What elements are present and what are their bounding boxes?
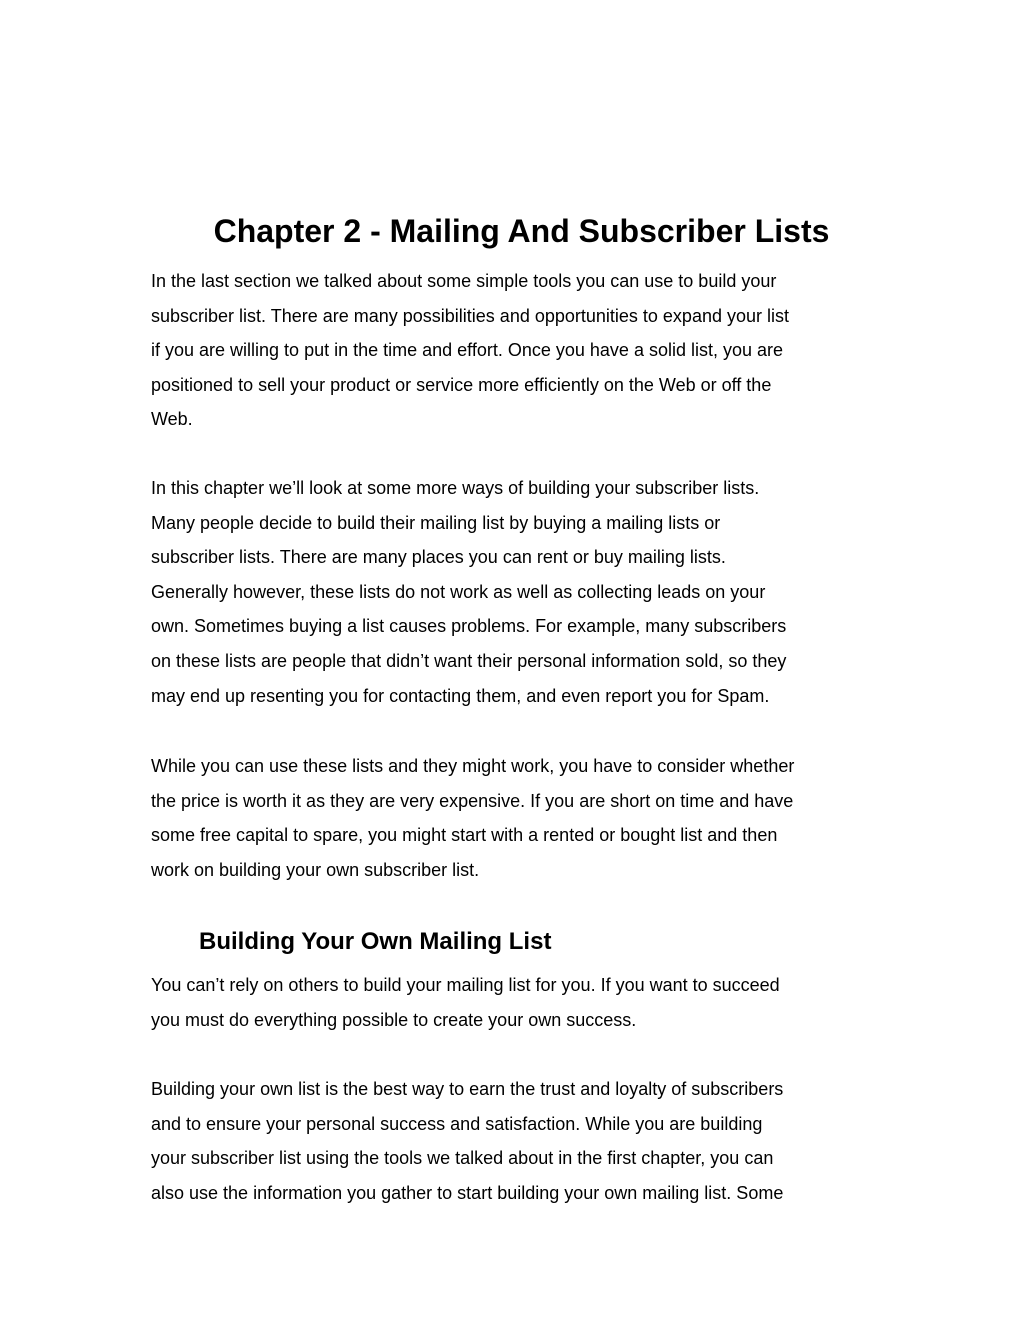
section-title: Building Your Own Mailing List [199, 928, 552, 955]
text-line: Many people decide to build their mailing list by buying a mailing lists or [151, 512, 721, 533]
text-line: on these lists are people that didn’t want their personal information sold, so they [151, 650, 787, 671]
text-line: work on building your own subscriber list. [151, 859, 480, 880]
text-line: You can’t rely on others to build your mailing list for you. If you want to succeed [151, 975, 780, 995]
text-line: In the last section we talked about some simple tools you can use to build your [151, 271, 777, 291]
text-line: In this chapter we’ll look at some more ways of building your subscriber lists. [151, 478, 760, 498]
text-line: Web. [151, 409, 193, 430]
text-line: subscriber lists. There are many places you can rent or buy mailing lists. [151, 547, 726, 568]
paragraph-rely-on-others [151, 968, 881, 1037]
text-line: Building your own list is the best way to earn the trust and loyalty of subscribers [151, 1079, 784, 1099]
text-line: While you can use these lists and they might work, you have to consider whether [151, 756, 795, 776]
text-line: positioned to sell your product or service more efficiently on the Web or off the [151, 374, 772, 395]
paragraph-own-list [151, 1072, 881, 1210]
paragraph-rented-lists [151, 749, 881, 887]
text-line: also use the information you gather to start building your own mailing list. Some [151, 1182, 784, 1203]
text-line: Generally however, these lists do not work as well as collecting leads on your [151, 581, 766, 602]
text-line: own. Sometimes buying a list causes problems. For example, many subscribers [151, 616, 787, 637]
text-line: your subscriber list using the tools we talked about in the first chapter, you can [151, 1148, 774, 1169]
text-line: if you are willing to put in the time and effort. Once you have a solid list, you are [151, 340, 784, 361]
text-line: the price is worth it as they are very expensive. If you are short on time and have [151, 790, 794, 811]
text-line: some free capital to spare, you might start with a rented or bought list and then [151, 825, 778, 846]
paragraph-intro [151, 264, 881, 437]
text-line: and to ensure your personal success and satisfaction. While you are building [151, 1113, 763, 1134]
text-line: subscriber list. There are many possibilities and opportunities to expand your list [151, 305, 789, 326]
paragraph-buying-lists [151, 471, 881, 713]
text-line: you must do everything possible to create your own success. [151, 1009, 637, 1030]
chapter-title: Chapter 2 - Mailing And Subscriber Lists [213, 213, 830, 249]
text-line: may end up resenting you for contacting them, and even report you for Spam. [151, 685, 770, 706]
